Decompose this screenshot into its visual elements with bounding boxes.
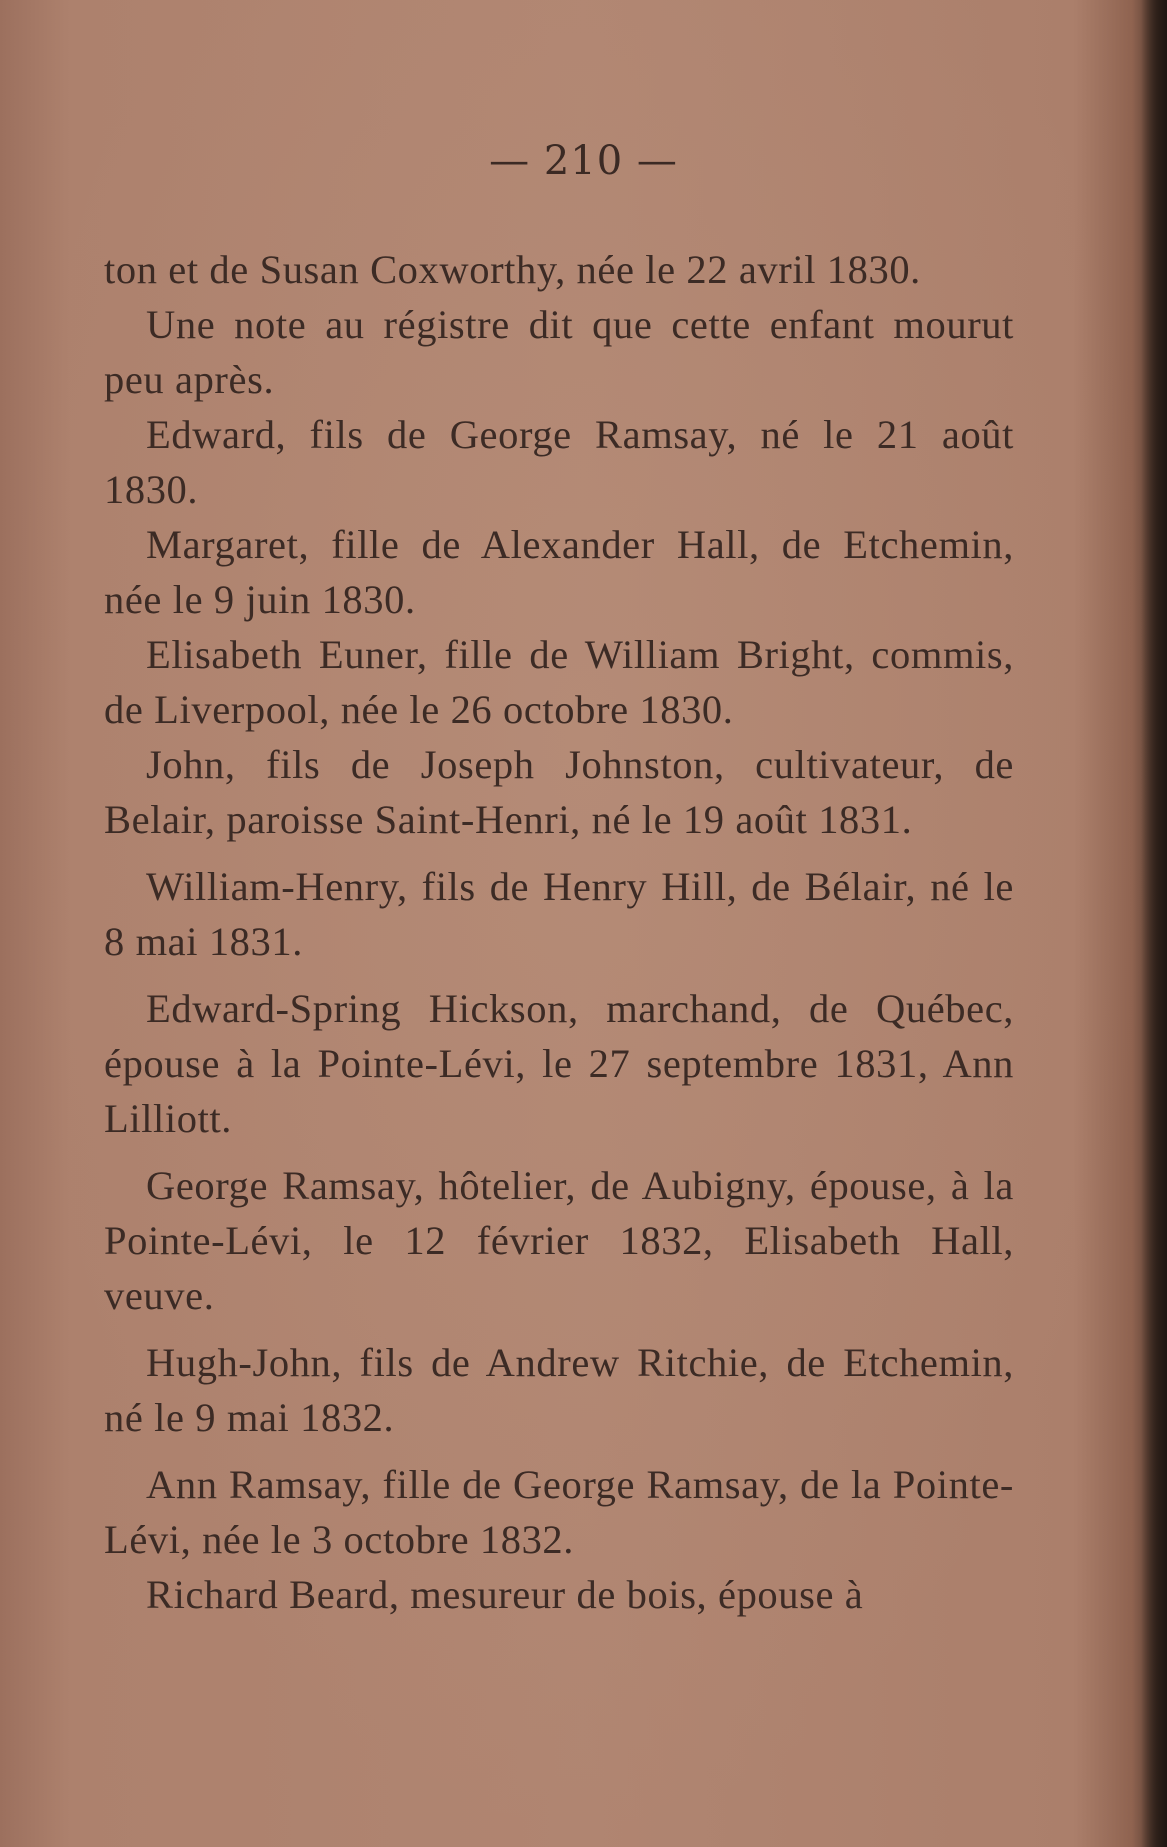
paragraph-6: John, fils de Joseph Johnston, cultivateur, de Belair, paroisse Saint-Henri, né le 19 août 1831. — [104, 742, 1014, 842]
paragraph-5: Elisabeth Euner, fille de William Bright, commis, de Liverpool, née le 26 octobre 1830. — [104, 632, 1014, 732]
paragraph-7: William-Henry, fils de Henry Hill, de Bélair, né le 8 mai 1831. — [104, 864, 1014, 964]
paragraph-4: Margaret, fille de Alexander Hall, de Etchemin, née le 9 juin 1830. — [104, 522, 1014, 622]
page-number: — 210 — — [489, 138, 678, 184]
paragraph-12: Richard Beard, mesureur de bois, épouse à — [146, 1572, 864, 1617]
page-edge-shadow — [1141, 0, 1167, 1847]
paragraph-1: ton et de Susan Coxworthy, née le 22 avril 1830. — [104, 247, 921, 292]
paragraph-2: Une note au régistre dit que cette enfant mourut peu après. — [104, 302, 1014, 402]
paragraph-9: George Ramsay, hôtelier, de Aubigny, épouse, à la Pointe-Lévi, le 12 février 1832, Elisabeth Hall, veuve. — [104, 1163, 1014, 1318]
paragraph-3: Edward, fils de George Ramsay, né le 21 août 1830. — [104, 412, 1014, 512]
paragraph-10: Hugh-John, fils de Andrew Ritchie, de Etchemin, né le 9 mai 1832. — [104, 1340, 1014, 1440]
paragraph-8: Edward-Spring Hickson, marchand, de Québec, épouse à la Pointe-Lévi, le 27 septembre 1831, Ann Lilliott. — [104, 986, 1014, 1141]
paragraph-11: Ann Ramsay, fille de George Ramsay, de la Pointe-Lévi, née le 3 octobre 1832. — [104, 1462, 1014, 1562]
page-text — [104, 242, 1014, 1622]
